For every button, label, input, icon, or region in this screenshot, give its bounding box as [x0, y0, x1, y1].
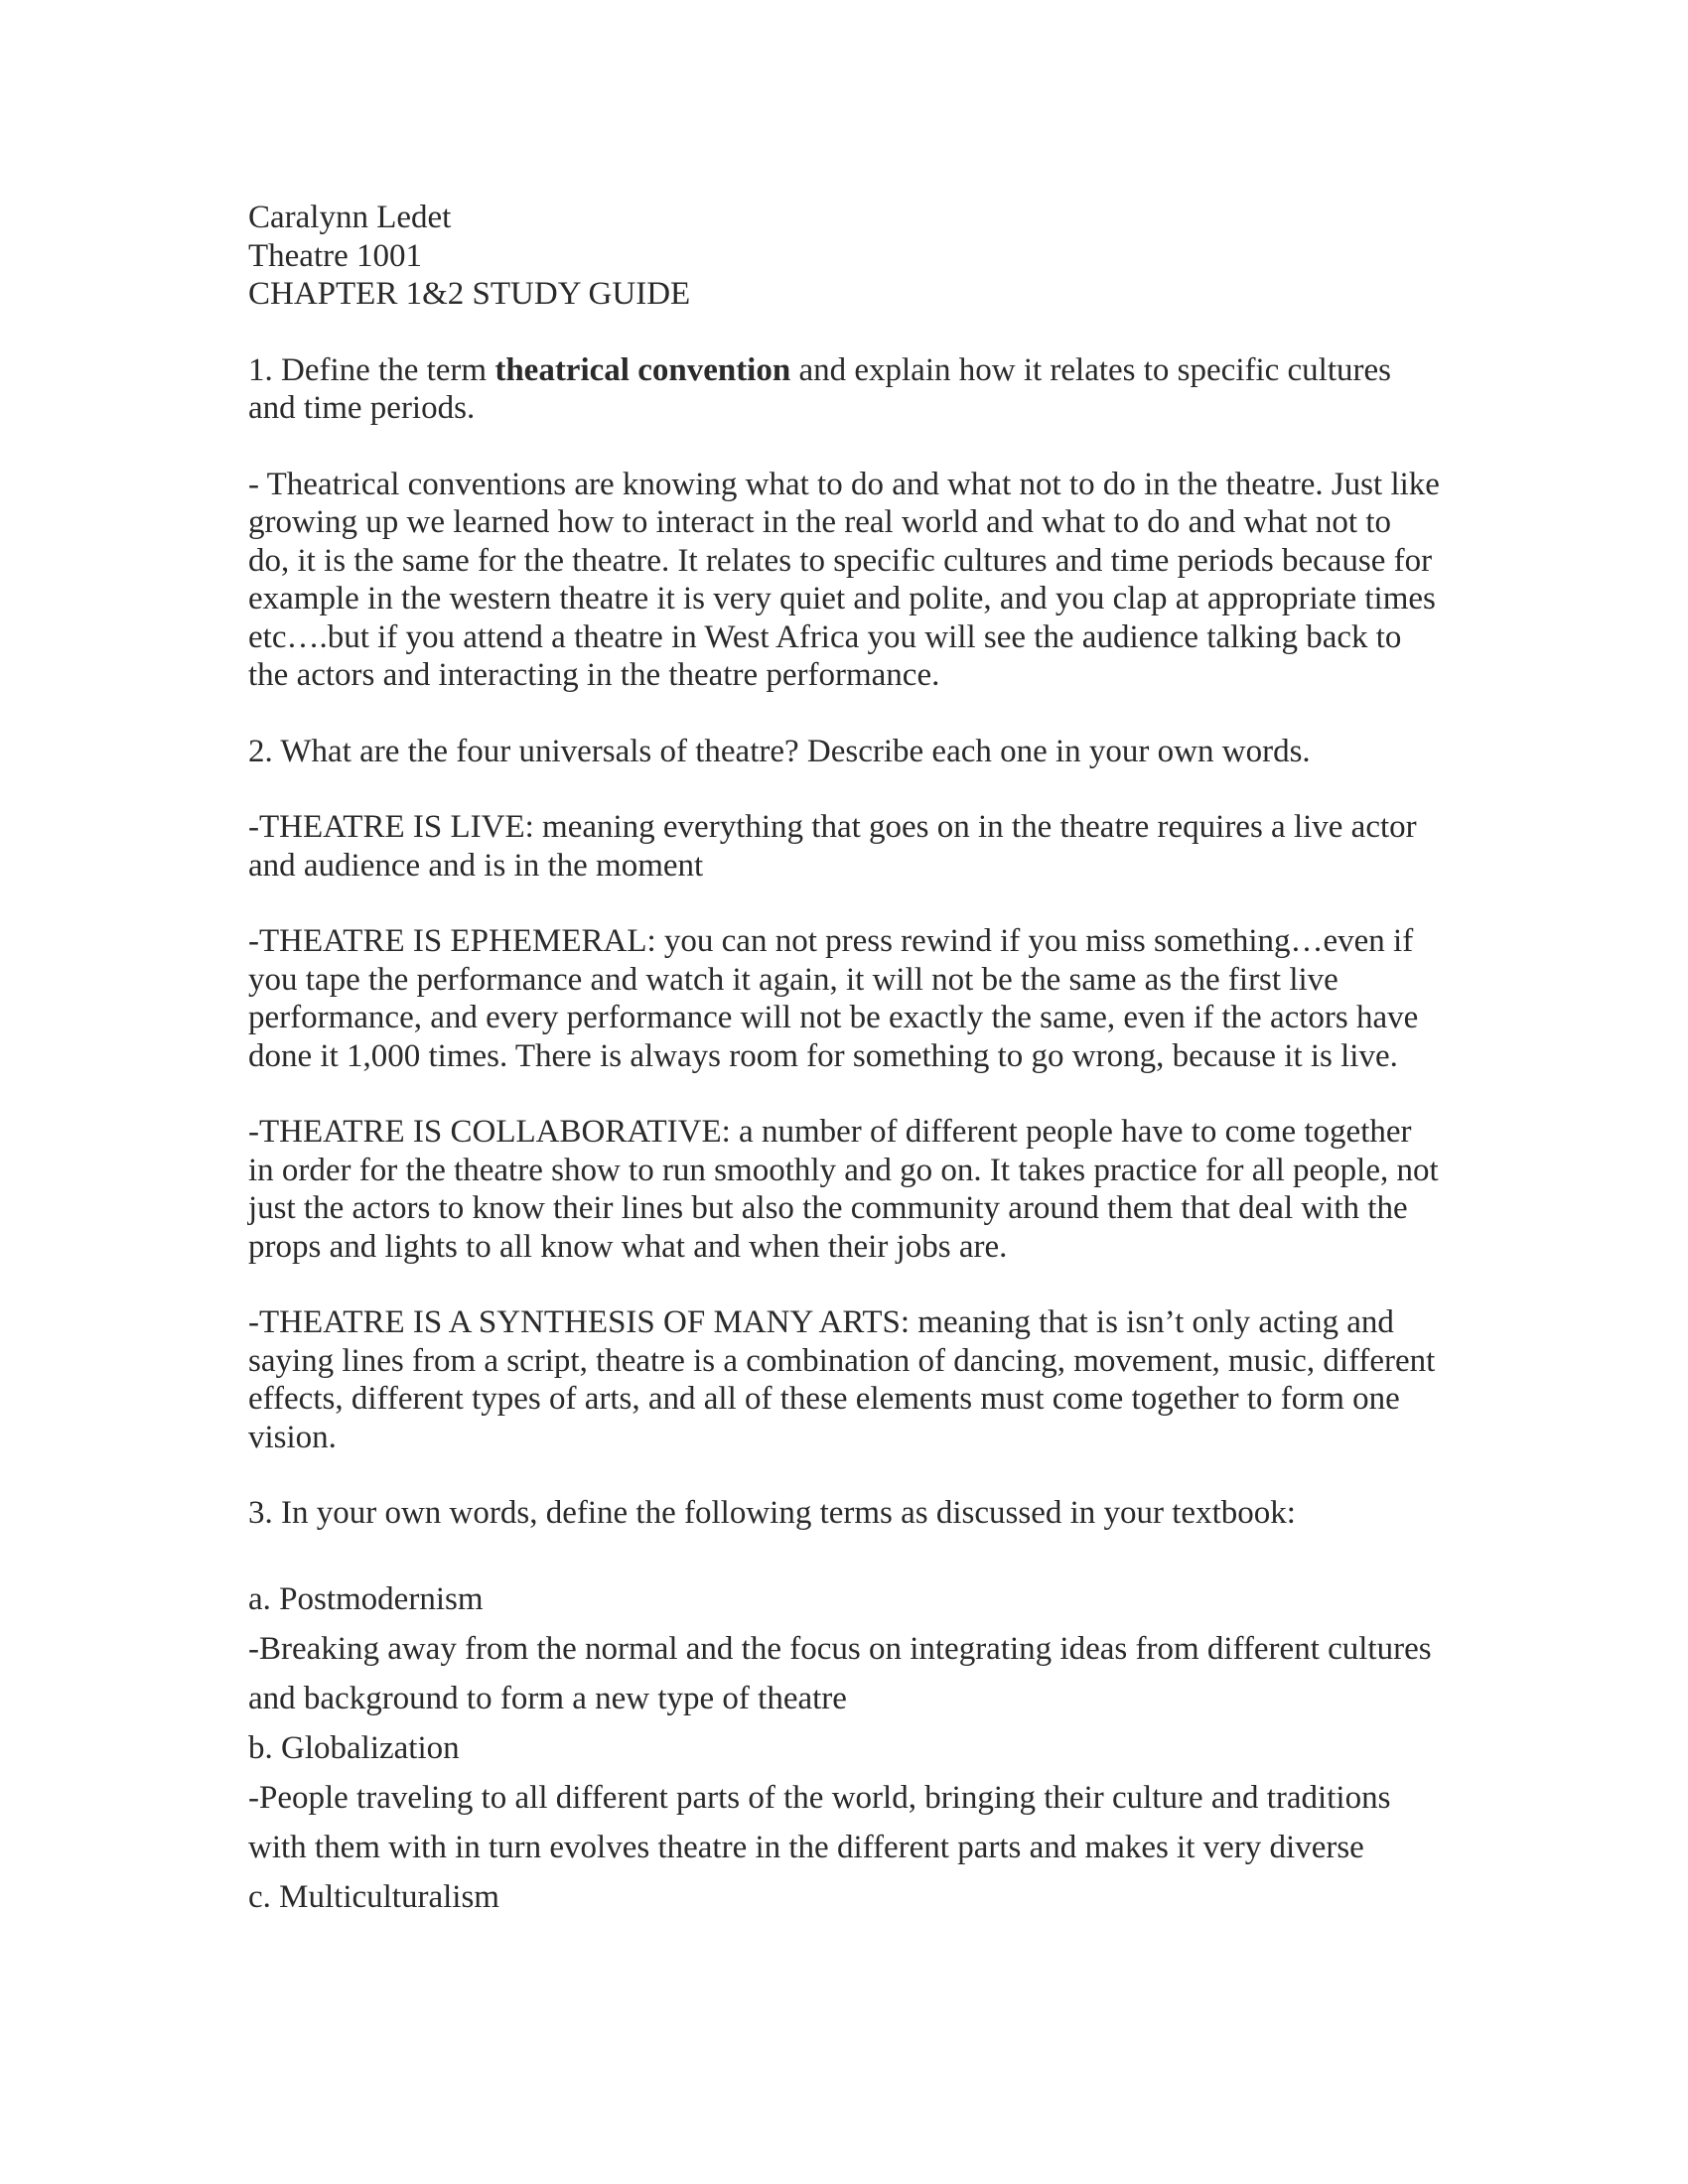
spacer: [248, 314, 1440, 351]
answer-1: - Theatrical conventions are knowing what to do and what not to do in the theatre. Just like growing up we learned how to interact in the real world and what to do and what not to do, it is the same for the theatre. It relates to specific cultures and time periods because for example in the western theatre it is very quiet and polite, and you clap at appropriate times etc….but if you attend a theatre in West Africa you will see the audience talking back to the actors and interacting in the theatre performance.: [248, 466, 1440, 693]
document-content: [248, 199, 1440, 1922]
spacer: [248, 1533, 1440, 1574]
universal-collaborative: -THEATRE IS COLLABORATIVE: a number of different people have to come together in order for the theatre show to run smoothly and go on. It takes practice for all people, not just the actors to know their lines but also the community around them that deal with the props and lights to all know what and when their jobs are.: [248, 1114, 1439, 1265]
term-definition-postmodernism: -Breaking away from the normal and the focus on integrating ideas from different cultures and background to form a new type of theatre: [248, 1630, 1432, 1716]
question-1-prefix: 1. Define the term: [248, 351, 495, 388]
document-title: CHAPTER 1&2 STUDY GUIDE: [248, 276, 691, 312]
document-header: [248, 199, 1440, 314]
spacer: [248, 1075, 1440, 1113]
term-definition-globalization: -People traveling to all different parts of the world, bringing their culture and traditions with them with in turn evolves theatre in the different parts and makes it very diverse: [248, 1779, 1391, 1865]
spacer: [248, 1266, 1440, 1303]
universal-live: -THEATRE IS LIVE: meaning everything that goes on in the theatre requires a live actor and audience and is in the moment: [248, 809, 1417, 884]
spacer: [248, 1456, 1440, 1494]
term-label-multiculturalism: c. Multiculturalism: [248, 1878, 499, 1915]
question-1: [248, 351, 1440, 428]
course-name: Theatre 1001: [248, 237, 423, 274]
spacer: [248, 885, 1440, 922]
universal-synthesis: -THEATRE IS A SYNTHESIS OF MANY ARTS: meaning that is isn’t only acting and saying lines from a script, theatre is a combination of dancing, movement, music, different effects, different types of arts, and all of these elements must come together to form one vision.: [248, 1304, 1436, 1455]
question-1-term: theatrical convention: [494, 351, 791, 388]
question-1-suffix: and explain how it relates to specific cultures and time periods.: [248, 351, 1391, 426]
question-3: 3. In your own words, define the following terms as discussed in your textbook:: [248, 1495, 1296, 1531]
term-label-postmodernism: a. Postmodernism: [248, 1580, 484, 1617]
spacer: [248, 428, 1440, 466]
question-2: 2. What are the four universals of theatre? Describe each one in your own words.: [248, 733, 1311, 769]
term-label-globalization: b. Globalization: [248, 1729, 460, 1766]
universal-ephemeral: -THEATRE IS EPHEMERAL: you can not press rewind if you miss something…even if you tape the performance and watch it again, it will not be the same as the first live performance, and every performance will not be exactly the same, even if the actors have done it 1,000 times. There is always room for something to go wrong, because it is live.: [248, 923, 1419, 1074]
author-name: Caralynn Ledet: [248, 200, 452, 235]
terms-list: [248, 1574, 1440, 1922]
spacer: [248, 770, 1440, 808]
spacer: [248, 695, 1440, 733]
